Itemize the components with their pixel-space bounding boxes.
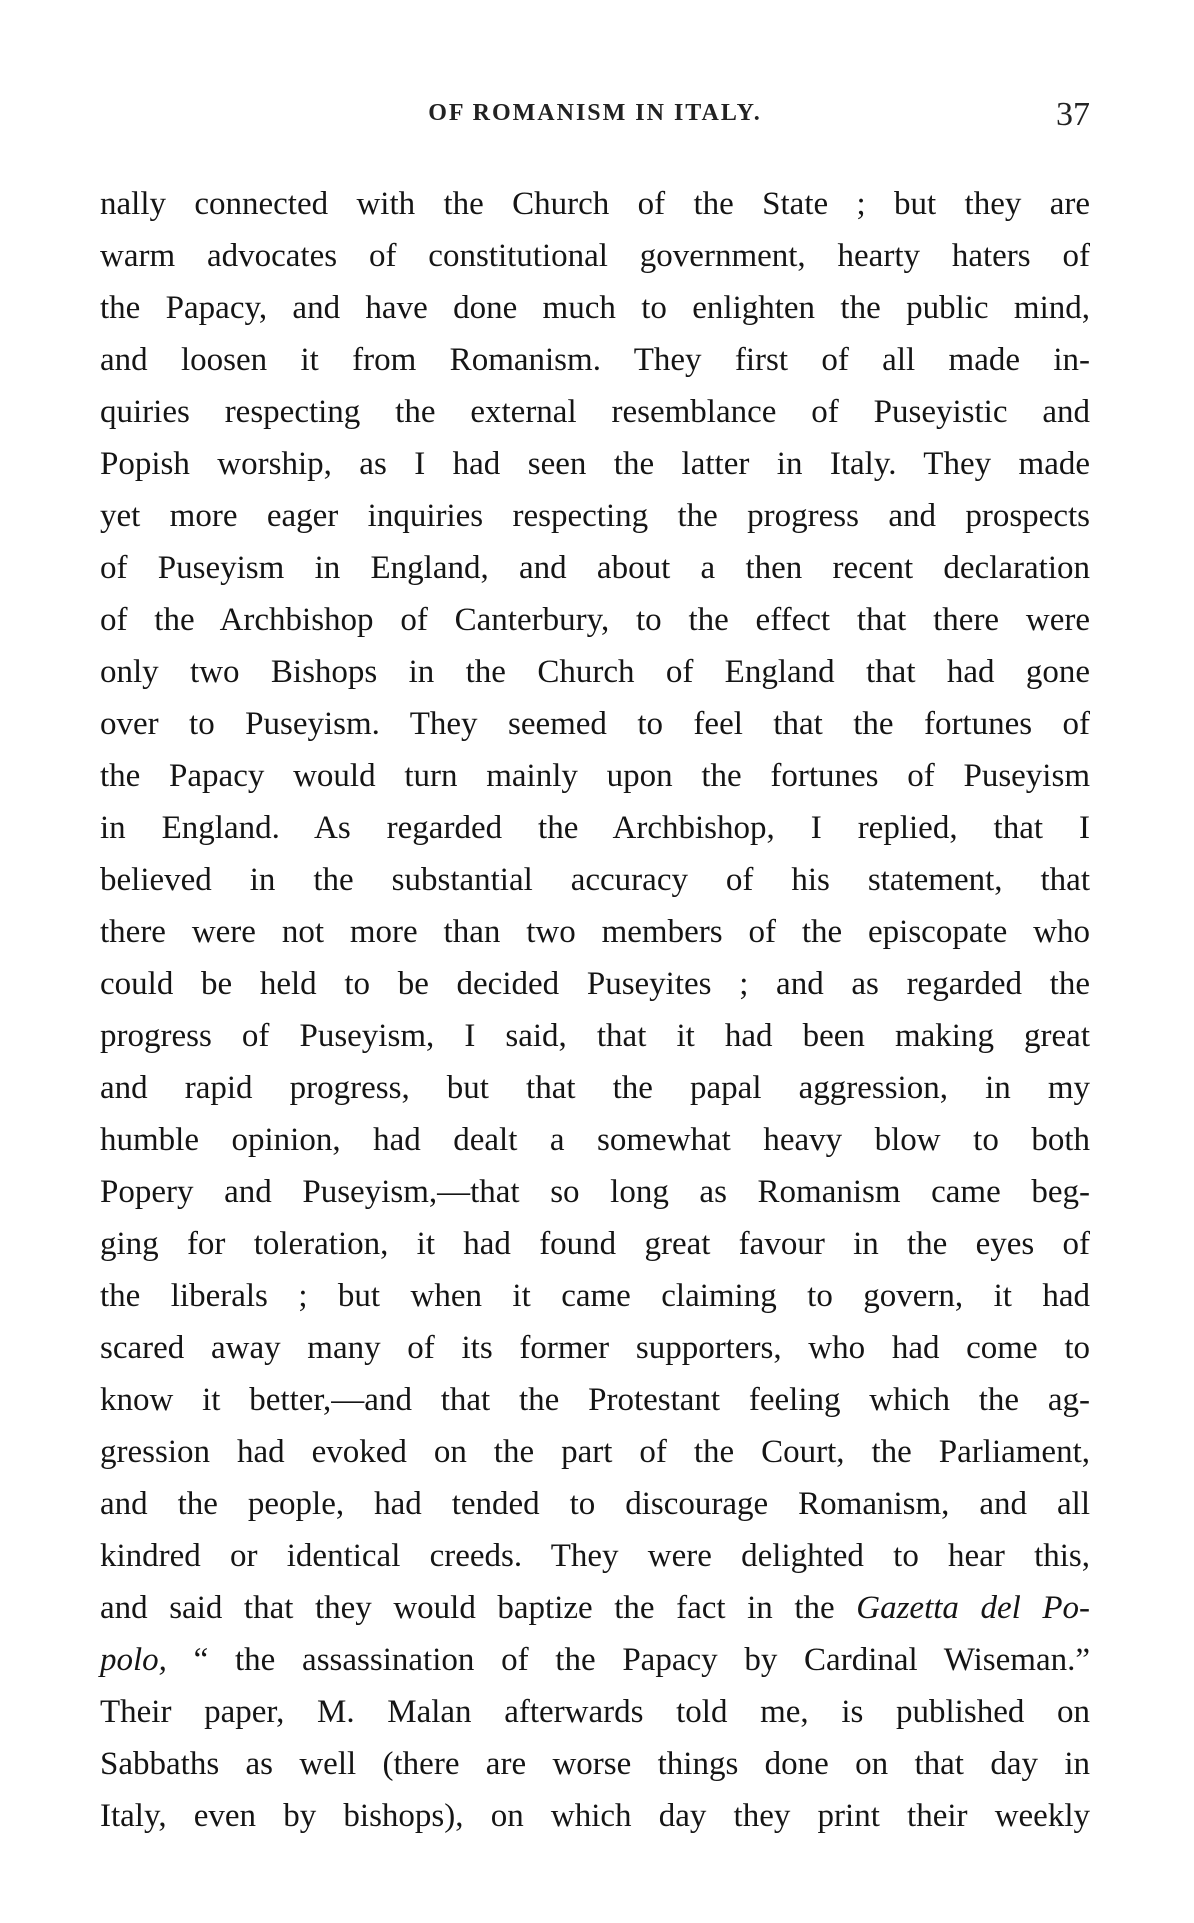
- text-line: and the people, had tended to discourage Romanism, and all: [100, 1486, 1090, 1522]
- running-head: [100, 96, 1090, 136]
- text-line: the liberals ; but when it came claiming to govern, it had: [100, 1278, 1090, 1314]
- text-line: could be held to be decided Puseyites ; and as regarded the: [100, 966, 1090, 1002]
- text-line: gression had evoked on the part of the Court, the Parliament,: [100, 1434, 1090, 1470]
- text-line: Italy, even by bishops), on which day they print their weekly: [100, 1798, 1090, 1834]
- text-line: scared away many of its former supporters, who had come to: [100, 1330, 1090, 1366]
- text-line: Popish worship, as I had seen the latter in Italy. They made: [100, 446, 1090, 482]
- running-title: OF ROMANISM IN ITALY.: [428, 100, 762, 126]
- text-line: warm advocates of constitutional government, hearty haters of: [100, 238, 1090, 274]
- text-line: kindred or identical creeds. They were delighted to hear this,: [100, 1538, 1090, 1574]
- text-line: Their paper, M. Malan afterwards told me, is published on: [100, 1694, 1090, 1730]
- text-line: of Puseyism in England, and about a then recent declaration: [100, 550, 1090, 586]
- text-line: the Papacy, and have done much to enlighten the public mind,: [100, 290, 1090, 326]
- page-number: 37: [1056, 96, 1090, 133]
- text-line: quiries respecting the external resemblance of Puseyistic and: [100, 394, 1090, 430]
- text-line: progress of Puseyism, I said, that it had been making great: [100, 1018, 1090, 1054]
- text-line: believed in the substantial accuracy of his statement, that: [100, 862, 1090, 898]
- italic-newspaper-title: polo,: [100, 1642, 167, 1678]
- text-line: nally connected with the Church of the State ; but they are: [100, 186, 1090, 222]
- text-line: only two Bishops in the Church of England that had gone: [100, 654, 1090, 690]
- text-line: Popery and Puseyism,—that so long as Romanism came beg-: [100, 1174, 1090, 1210]
- body-text: [100, 178, 1090, 1842]
- text-line: the Papacy would turn mainly upon the fortunes of Puseyism: [100, 758, 1090, 794]
- text-line-with-italic: [100, 1582, 1090, 1634]
- text-line: yet more eager inquiries respecting the progress and prospects: [100, 498, 1090, 534]
- text-line: humble opinion, had dealt a somewhat heavy blow to both: [100, 1122, 1090, 1158]
- text-line: ging for toleration, it had found great favour in the eyes of: [100, 1226, 1090, 1262]
- text-line: there were not more than two members of the episcopate who: [100, 914, 1090, 950]
- text-line: know it better,—and that the Protestant feeling which the ag-: [100, 1382, 1090, 1418]
- text-line: Sabbaths as well (there are worse things done on that day in: [100, 1746, 1090, 1782]
- text-line: and rapid progress, but that the papal aggression, in my: [100, 1070, 1090, 1106]
- text-line: of the Archbishop of Canterbury, to the effect that there were: [100, 602, 1090, 638]
- text-line: in England. As regarded the Archbishop, I replied, that I: [100, 810, 1090, 846]
- line-text: and said that they would baptize the fact in the: [100, 1590, 857, 1626]
- text-line: over to Puseyism. They seemed to feel that the fortunes of: [100, 706, 1090, 742]
- text-line-with-italic: [100, 1634, 1090, 1686]
- italic-newspaper-title: Gazetta del Po-: [856, 1590, 1090, 1626]
- line-text: “ the assassination of the Papacy by Cardinal Wiseman.”: [166, 1642, 1090, 1678]
- text-line: and loosen it from Romanism. They first of all made in-: [100, 342, 1090, 378]
